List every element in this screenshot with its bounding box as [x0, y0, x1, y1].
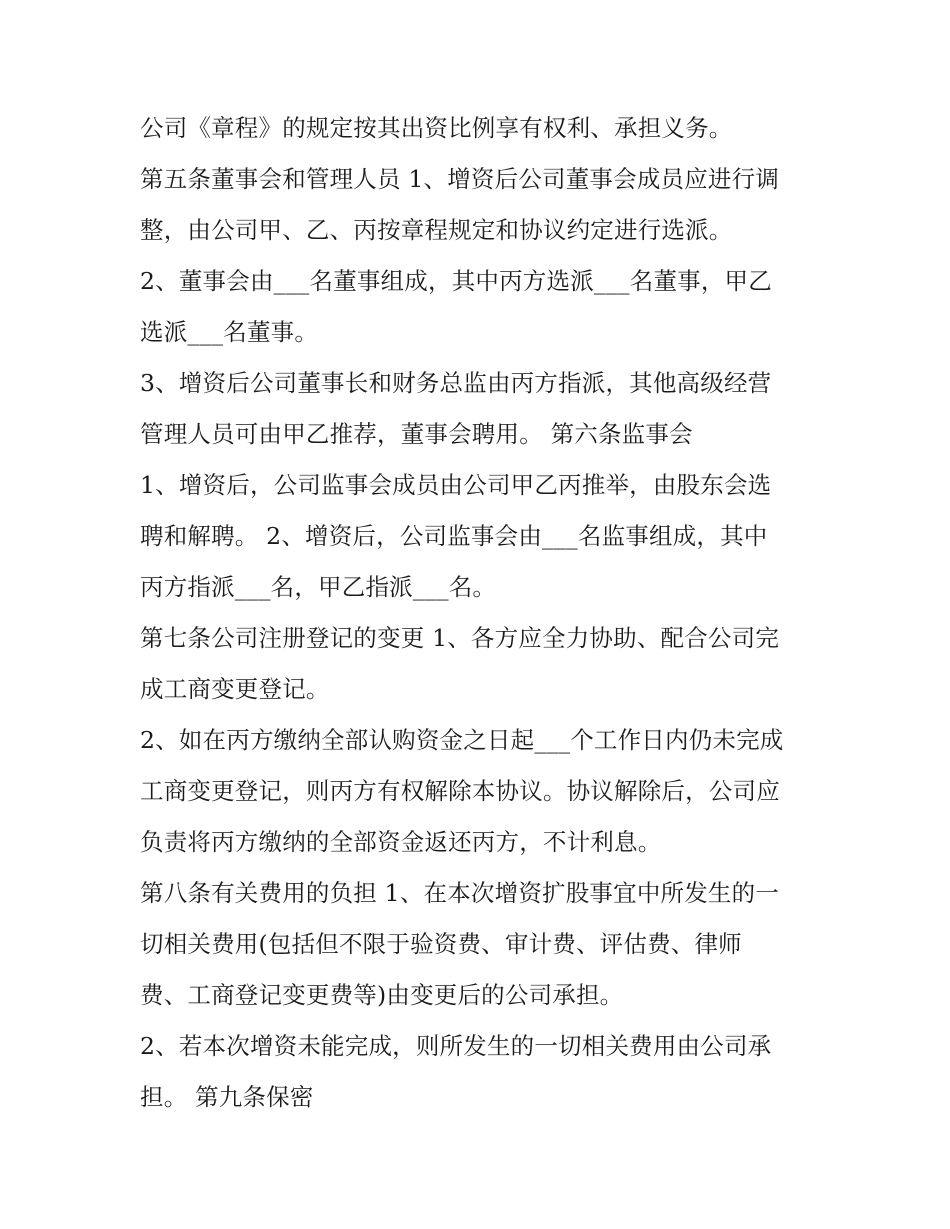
text-line: 1、增资后，公司监事会成员由公司甲乙丙推举，由股东会选 — [140, 471, 772, 499]
text-line: 负责将丙方缴纳的全部资金返还丙方，不计利息。 — [140, 828, 662, 856]
text-line: 第五条董事会和管理人员 1、增资后公司董事会成员应进行调 — [140, 165, 780, 193]
text-line: 2、董事会由___名董事组成，其中丙方选派___名董事，甲乙 — [140, 267, 772, 295]
text-line: 切相关费用(包括但不限于验资费、审计费、评估费、律师 — [140, 930, 742, 958]
text-line: 担。 第九条保密 — [140, 1083, 314, 1111]
document-body — [140, 103, 820, 1123]
text-line: 2、若本次增资未能完成，则所发生的一切相关费用由公司承 — [140, 1032, 772, 1060]
text-line: 成工商变更登记。 — [140, 675, 330, 703]
text-line: 聘和解聘。 2、增资后，公司监事会由___名监事组成，其中 — [140, 522, 768, 550]
text-line: 第八条有关费用的负担 1、在本次增资扩股事宜中所发生的一 — [140, 879, 780, 907]
text-line: 丙方指派___名，甲乙指派___名。 — [140, 573, 497, 601]
text-line: 选派___名董事。 — [140, 318, 319, 346]
text-line: 2、如在丙方缴纳全部认购资金之日起___个工作日内仍未完成 — [140, 726, 784, 754]
text-line: 第七条公司注册登记的变更 1、各方应全力协助、配合公司完 — [140, 624, 780, 652]
text-line: 3、增资后公司董事长和财务总监由丙方指派，其他高级经营 — [140, 369, 772, 397]
text-line: 费、工商登记变更费等)由变更后的公司承担。 — [140, 981, 624, 1009]
text-line: 管理人员可由甲乙推荐，董事会聘用。 第六条监事会 — [140, 420, 693, 448]
text-line: 工商变更登记，则丙方有权解除本协议。协议解除后，公司应 — [140, 777, 780, 805]
text-line: 公司《章程》的规定按其出资比例享有权利、承担义务。 — [140, 114, 733, 142]
text-line: 整，由公司甲、乙、丙按章程规定和协议约定进行选派。 — [140, 216, 733, 244]
